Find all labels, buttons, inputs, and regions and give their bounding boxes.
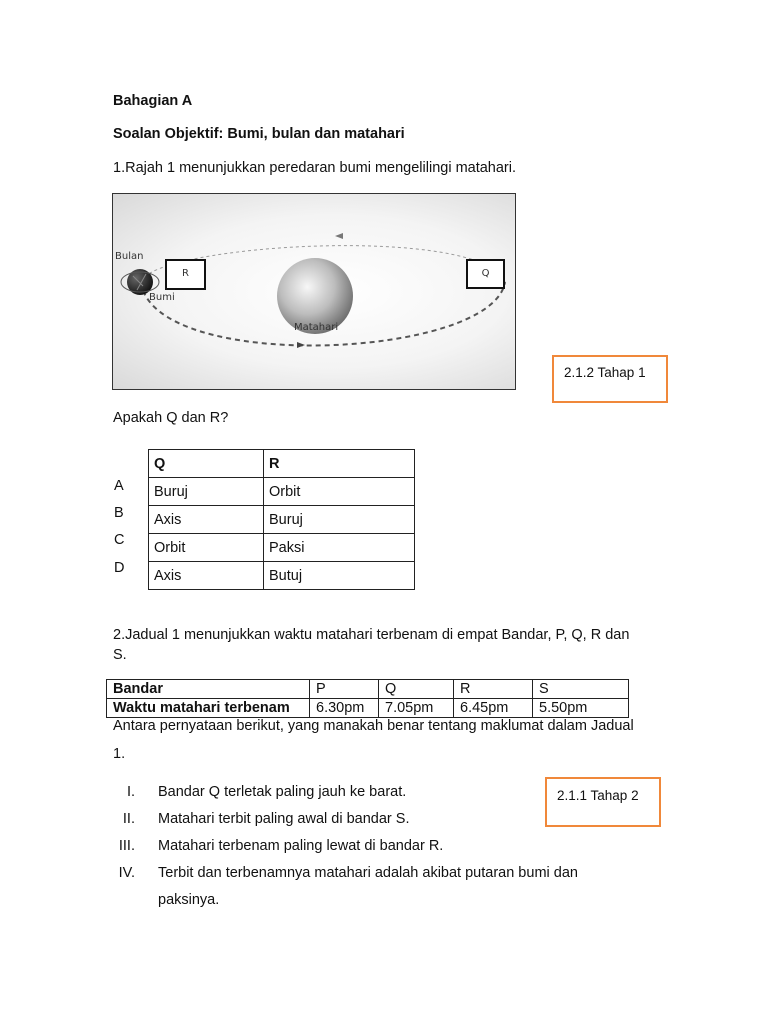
table-header-row xyxy=(149,450,415,478)
question-1-intro: 1.Rajah 1 menunjukkan peredaran bumi mengelilingi matahari. xyxy=(113,160,517,176)
skill-tag-q2 xyxy=(545,777,661,827)
cell-r: Butuj xyxy=(264,562,415,590)
cell-city-r: R xyxy=(454,680,533,699)
answer-options-table xyxy=(148,449,415,590)
statement-number: IV. xyxy=(118,865,135,881)
table-row xyxy=(149,478,415,506)
skill-tag-q1 xyxy=(552,355,668,403)
cell-city-p: P xyxy=(310,680,379,699)
table-row xyxy=(149,534,415,562)
cell-q: Axis xyxy=(149,562,264,590)
orbit-diagram xyxy=(112,193,516,390)
label-matahari: Matahari xyxy=(294,322,339,333)
question-2-prompt-line2: 1. xyxy=(113,746,126,762)
statement-text: Terbit dan terbenamnya matahari adalah akibat putaran bumi dan xyxy=(158,865,578,881)
cell-q: Orbit xyxy=(149,534,264,562)
option-letter-d: D xyxy=(114,560,125,576)
option-letter-c: C xyxy=(114,532,125,548)
header-r: R xyxy=(264,450,415,478)
skill-tag-q1-text: 2.1.2 Tahap 1 xyxy=(564,365,646,380)
cell-city-s: S xyxy=(533,680,629,699)
question-1-prompt: Apakah Q dan R? xyxy=(113,410,229,426)
label-bumi: Bumi xyxy=(149,292,175,303)
question-2-prompt-line1: Antara pernyataan berikut, yang manakah benar tentang maklumat dalam Jadual xyxy=(113,718,634,734)
orbit-arrow-top xyxy=(335,233,343,239)
statement-number: III. xyxy=(118,838,135,854)
question-2-intro-line1: 2.Jadual 1 menunjukkan waktu matahari terbenam di empat Bandar, P, Q, R dan xyxy=(113,627,630,643)
statement-number: I. xyxy=(126,784,135,800)
label-q: Q xyxy=(481,268,490,279)
cell-header-bandar: Bandar xyxy=(107,680,310,699)
cell-time-r: 6.45pm xyxy=(454,699,533,718)
orbit-arrow-bottom xyxy=(297,342,305,348)
option-letter-a: A xyxy=(114,478,124,494)
table-row xyxy=(107,680,629,699)
question-2-intro-line2: S. xyxy=(113,647,127,663)
table-row xyxy=(149,562,415,590)
cell-time-q: 7.05pm xyxy=(379,699,454,718)
cell-header-waktu: Waktu matahari terbenam xyxy=(107,699,310,718)
statement-text: Matahari terbenam paling lewat di bandar R. xyxy=(158,838,444,854)
statement-4-continuation: paksinya. xyxy=(158,892,220,908)
statement-text: Matahari terbit paling awal di bandar S. xyxy=(158,811,410,827)
cell-time-s: 5.50pm xyxy=(533,699,629,718)
section-title: Bahagian A xyxy=(113,93,193,109)
skill-tag-q2-text: 2.1.1 Tahap 2 xyxy=(557,788,639,803)
cell-r: Buruj xyxy=(264,506,415,534)
cell-q: Buruj xyxy=(149,478,264,506)
statement-number: II. xyxy=(122,811,135,827)
cell-r: Orbit xyxy=(264,478,415,506)
cell-time-p: 6.30pm xyxy=(310,699,379,718)
table-row xyxy=(149,506,415,534)
statement-text: Bandar Q terletak paling jauh ke barat. xyxy=(158,784,407,800)
table-row xyxy=(107,699,629,718)
header-q: Q xyxy=(149,450,264,478)
section-subtitle: Soalan Objektif: Bumi, bulan dan matahari xyxy=(113,126,405,142)
cell-city-q: Q xyxy=(379,680,454,699)
cell-r: Paksi xyxy=(264,534,415,562)
label-bulan: Bulan xyxy=(115,251,144,262)
sunset-table xyxy=(106,679,629,718)
label-r: R xyxy=(182,268,189,279)
cell-q: Axis xyxy=(149,506,264,534)
option-letter-b: B xyxy=(114,505,124,521)
